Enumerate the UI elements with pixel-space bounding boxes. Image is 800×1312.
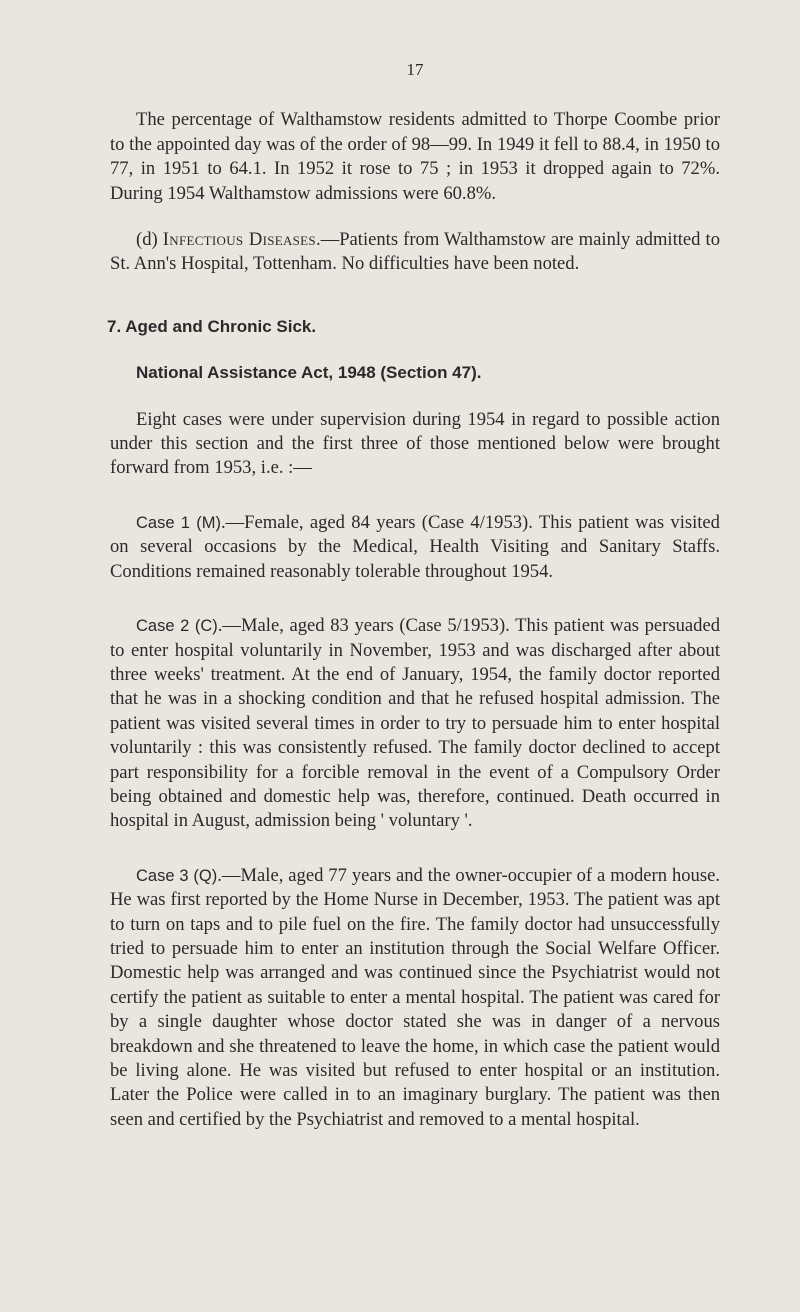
page-number: 17	[406, 60, 424, 79]
case-3-paragraph	[110, 864, 720, 1132]
paragraph-admission-percentage: The percentage of Walthamstow residents admitted to Thorpe Coombe prior to the appointed day was of the order of 98—99. In 1949 it fell to 88.4, in 1950 to 77, in 1951 to 64.1. In 1952 it rose to 75 ; in 1953 it dropped again to 72%. During 1954 Walthamstow admissions were 60.8%.	[110, 109, 720, 204]
case-1-paragraph	[110, 511, 720, 584]
section-heading-aged-chronic-sick: 7. Aged and Chronic Sick.	[107, 316, 317, 336]
paragraph-cases-intro: Eight cases were under supervision during 1954 in regard to possible action under this section and the first three of those mentioned below were brought forward from 1953, i.e. :—	[110, 408, 720, 479]
paragraph-infectious-diseases	[110, 228, 720, 277]
case-1-label: Case 1 (M)	[136, 513, 221, 532]
case-2-paragraph	[110, 614, 720, 834]
subheading-national-assistance-act: National Assistance Act, 1948 (Section 47).	[136, 363, 482, 383]
case-2-label: Case 2 (C)	[136, 617, 218, 636]
infectious-text: .—Patients from Walthamstow are mainly admitted to St. Ann's Hospital, Tottenham. No difficulties have been noted.	[110, 229, 720, 275]
case-3-label: Case 3 (Q)	[136, 866, 218, 885]
case-2-text: .—Male, aged 83 years (Case 5/1953). This patient was persuaded to enter hospital voluntarily in November, 1953 and was discharged after about three weeks' treatment. At the end of January, 1954, the family doctor reported that he was in a shocking condition and that he refused hospital admission. The patient was visited several times in order to try to persuade him to enter hospital voluntarily : this was consistently refused. The family doctor declined to accept part responsibility for a forcible removal in the event of a Compulsory Order being obtained and domestic help was, therefore, continued. Death occurred in hospital in August, admission being ' voluntary '.	[110, 615, 720, 832]
case-3-text: .—Male, aged 77 years and the owner-occupier of a modern house. He was first reported by the Home Nurse in December, 1953. The patient was apt to turn on taps and to pile fuel on the fire. The family doctor had unsuccessfully tried to persuade him to enter an institution through the Social Welfare Officer. Domestic help was arranged and was continued since the Psychiatrist would not certify the patient as suitable to enter a mental hospital. The patient was cared for by a single daughter whose doctor stated she was in danger of a nervous breakdown and she threatened to leave the home, in which case the patient would be living alone. He was visited but refused to enter hospital or an institution. Later the Police were called in to an imaginary burglary. The patient was then seen and certified by the Psychiatrist and removed to a mental hospital.	[110, 864, 720, 1130]
case-1-text: .—Female, aged 84 years (Case 4/1953). This patient was visited on several occasions by the Medical, Health Visiting and Sanitary Staffs. Conditions remained reasonably tolerable throughout 1954.	[110, 511, 720, 582]
infectious-label: (d)	[136, 229, 158, 251]
infectious-heading: Infectious Diseases	[162, 229, 316, 251]
